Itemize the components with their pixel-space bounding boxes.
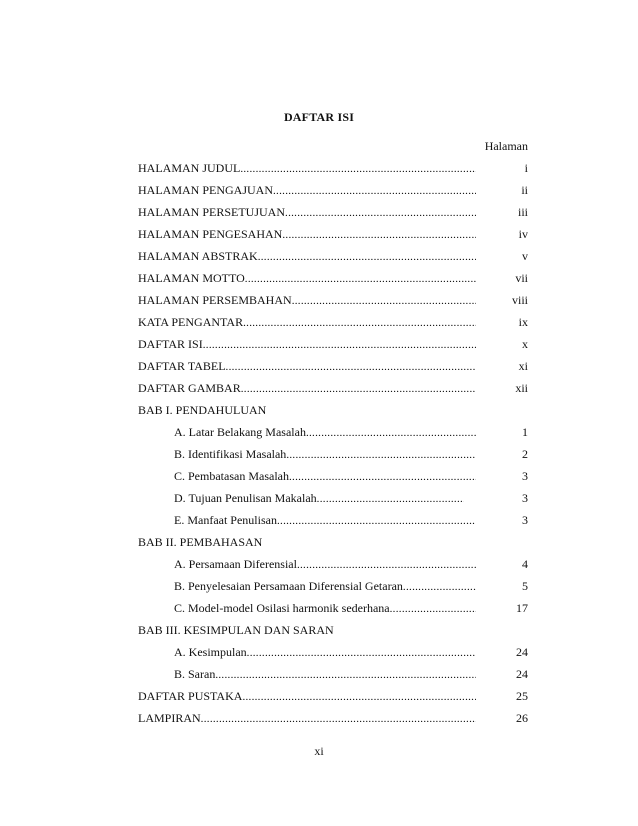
- toc-entry-page: ix: [518, 315, 528, 329]
- toc-subentry-label: A. Persamaan Diferensial: [174, 557, 297, 571]
- toc-entry: [0, 160, 638, 176]
- dot-leader: [297, 557, 476, 573]
- toc-entry-label: HALAMAN MOTTO: [138, 271, 245, 285]
- dot-leader: [289, 469, 476, 485]
- toc-entry-page: xi: [518, 359, 528, 373]
- dot-leader: [277, 513, 476, 529]
- toc-entry-label: HALAMAN PERSEMBAHAN: [138, 293, 292, 307]
- dot-leader: [242, 689, 476, 705]
- toc-subentry-page: 3: [522, 491, 528, 505]
- toc-subentry: [0, 468, 638, 484]
- toc-entry-page: xii: [515, 381, 528, 395]
- toc-entry: [0, 204, 638, 220]
- toc-subentry: [0, 600, 638, 616]
- toc-subentry-page: 3: [522, 513, 528, 527]
- toc-subentry: [0, 446, 638, 462]
- toc-entry-page: v: [522, 249, 528, 263]
- dot-leader: [273, 183, 476, 199]
- dot-leader: [247, 645, 476, 661]
- dot-leader: [317, 491, 464, 507]
- toc-entry-page: i: [524, 161, 528, 175]
- toc-subentry: [0, 424, 638, 440]
- toc-subentry-page: 2: [522, 447, 528, 461]
- dot-leader: [286, 447, 476, 463]
- toc-subentry: [0, 490, 638, 506]
- toc-entry: [0, 380, 638, 396]
- dot-leader: [226, 359, 476, 375]
- toc-entry: [0, 688, 638, 704]
- dot-leader: [306, 425, 476, 441]
- dot-leader: [285, 205, 476, 221]
- toc-entry-page: ii: [521, 183, 528, 197]
- dot-leader: [241, 381, 476, 397]
- toc-subentry-label: B. Saran: [174, 667, 216, 681]
- toc-entry-label: HALAMAN PENGAJUAN: [138, 183, 273, 197]
- toc-entry-label: HALAMAN PENGESAHAN: [138, 227, 283, 241]
- toc-subentry-label: A. Kesimpulan: [174, 645, 247, 659]
- page-column-header: Halaman: [484, 139, 528, 153]
- toc-entry-label: LAMPIRAN: [138, 711, 201, 725]
- toc-entry: [0, 226, 638, 242]
- toc-subentry: [0, 556, 638, 572]
- dot-leader: [240, 161, 476, 177]
- toc-entry-label: KATA PENGANTAR: [138, 315, 244, 329]
- toc-entry-page: 25: [516, 689, 528, 703]
- dot-leader: [282, 227, 476, 243]
- toc-entry-label: HALAMAN ABSTRAK: [138, 249, 258, 263]
- dot-leader: [215, 667, 476, 683]
- toc-entry: [0, 270, 638, 286]
- dot-leader: [258, 249, 476, 265]
- toc-subentry-page: 24: [516, 645, 528, 659]
- chapter-heading: BAB III. KESIMPULAN DAN SARAN: [138, 623, 334, 637]
- toc-subentry-page: 24: [516, 667, 528, 681]
- dot-leader: [292, 293, 476, 309]
- toc-entry-page: x: [522, 337, 528, 351]
- toc-entry-label: DAFTAR TABEL: [138, 359, 226, 373]
- toc-subentry: [0, 512, 638, 528]
- toc-entry-label: DAFTAR GAMBAR: [138, 381, 241, 395]
- toc-entry-label: DAFTAR ISI: [138, 337, 203, 351]
- dot-leader: [203, 337, 476, 353]
- toc-entry: [0, 336, 638, 352]
- toc-subentry-label: B. Penyelesaian Persamaan Diferensial Getaran: [174, 579, 403, 593]
- toc-entry: [0, 182, 638, 198]
- chapter-heading: BAB I. PENDAHULUAN: [138, 403, 267, 417]
- toc-subentry-page: 4: [522, 557, 528, 571]
- dot-leader: [245, 271, 476, 287]
- toc-subentry-label: E. Manfaat Penulisan: [174, 513, 277, 527]
- dot-leader: [201, 711, 476, 727]
- dot-leader: [390, 601, 476, 617]
- toc-entry-page: iii: [517, 205, 528, 219]
- dot-leader: [403, 579, 476, 595]
- toc-subentry-label: B. Identifikasi Masalah: [174, 447, 287, 461]
- toc-subentry-page: 17: [516, 601, 528, 615]
- toc-entry: [0, 314, 638, 330]
- toc-entry-label: HALAMAN PERSETUJUAN: [138, 205, 286, 219]
- toc-entry-label: DAFTAR PUSTAKA: [138, 689, 243, 703]
- toc-subentry-page: 1: [522, 425, 528, 439]
- toc-entry-page: viii: [511, 293, 528, 307]
- chapter-heading: BAB II. PEMBAHASAN: [138, 535, 263, 549]
- toc-entry-page: iv: [518, 227, 528, 241]
- toc-subentry-page: 3: [522, 469, 528, 483]
- toc-entry: [0, 710, 638, 726]
- toc-entry: [0, 248, 638, 264]
- toc-subentry-page: 5: [522, 579, 528, 593]
- toc-subentry-label: D. Tujuan Penulisan Makalah: [174, 491, 317, 505]
- toc-subentry: [0, 644, 638, 660]
- toc-entry-page: vii: [515, 271, 528, 285]
- toc-subentry-label: C. Model-model Osilasi harmonik sederhana: [174, 601, 390, 615]
- toc-entry-page: 26: [516, 711, 528, 725]
- toc-subentry-label: C. Pembatasan Masalah: [174, 469, 289, 483]
- dot-leader: [243, 315, 476, 331]
- toc-entry: [0, 358, 638, 374]
- toc-entry: [0, 292, 638, 308]
- footer-page-number: xi: [314, 744, 324, 758]
- toc-entry-label: HALAMAN JUDUL: [138, 161, 241, 175]
- page-title: DAFTAR ISI: [283, 110, 355, 124]
- toc-subentry: [0, 578, 638, 594]
- toc-subentry: [0, 666, 638, 682]
- toc-subentry-label: A. Latar Belakang Masalah: [174, 425, 306, 439]
